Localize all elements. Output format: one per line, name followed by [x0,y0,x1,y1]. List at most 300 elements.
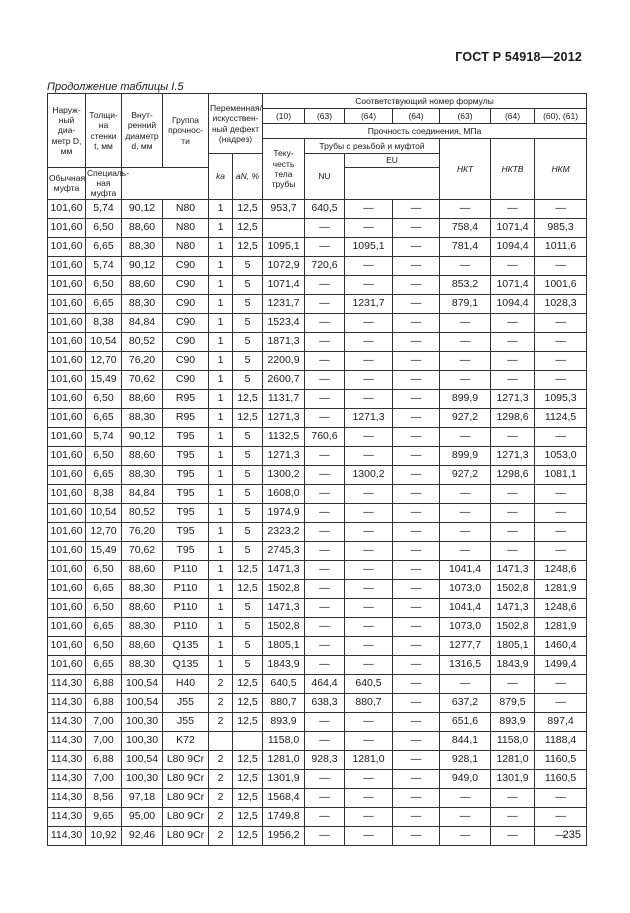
table-cell: 1300,2 [263,465,305,484]
table-cell: 88,30 [122,655,163,674]
table-cell: P110 [163,598,209,617]
table-cell: 1 [209,541,233,560]
table-row [48,427,587,446]
table-cell: 1749,8 [263,807,305,826]
table-cell: — [305,617,345,636]
table-cell: Q135 [163,636,209,655]
table-cell: 1131,7 [263,389,305,408]
table-cell: 101,60 [48,655,86,674]
table-cell: 6,88 [86,750,122,769]
table-cell: — [393,484,440,503]
table-cell: 1 [209,351,233,370]
table-cell: 101,60 [48,541,86,560]
table-cell: — [491,807,535,826]
table-cell: 1 [209,237,233,256]
table-cell: 101,60 [48,579,86,598]
table-cell: — [393,579,440,598]
table-cell: 101,60 [48,465,86,484]
table-cell: 90,12 [122,256,163,275]
table-cell: L80 9Cr [163,788,209,807]
table-cell: 1843,9 [491,655,535,674]
table-cell: 6,50 [86,446,122,465]
table-cell: 5 [233,294,263,313]
table-cell: 2 [209,712,233,731]
table-cell: — [393,826,440,845]
table-row [48,731,587,750]
formula-64b: (64) [393,109,440,124]
table-cell: 1 [209,256,233,275]
table-cell: 101,60 [48,294,86,313]
table-cell: 1094,4 [491,237,535,256]
table-cell: 6,65 [86,465,122,484]
table-cell: 12,5 [233,769,263,788]
table-cell: 5 [233,522,263,541]
table-row [48,560,587,579]
table-cell: — [535,693,587,712]
table-cell: 5 [233,427,263,446]
table-row [48,598,587,617]
table-cell: — [440,788,491,807]
table-cell: 7,00 [86,769,122,788]
table-cell: — [393,769,440,788]
table-cell: T95 [163,503,209,522]
table-cell: 1281,0 [491,750,535,769]
table-cell: 80,52 [122,332,163,351]
table-cell: 5,74 [86,427,122,446]
page-number: 235 [562,829,581,841]
table-cell: 88,60 [122,218,163,237]
table-cell: — [393,541,440,560]
table-cell: 985,3 [535,218,587,237]
table-cell: — [305,731,345,750]
table-cell: — [305,484,345,503]
table-cell: — [345,199,393,218]
table-cell: 12,5 [233,693,263,712]
table-cell: 5,74 [86,199,122,218]
table-cell: 1124,5 [535,408,587,427]
formula-63a: (63) [305,109,345,124]
table-cell: — [491,199,535,218]
table-cell: — [393,655,440,674]
table-cell: 101,60 [48,617,86,636]
table-cell: 638,3 [305,693,345,712]
table-cell [209,731,233,750]
table-cell: — [535,826,587,845]
table-cell: 84,84 [122,313,163,332]
table-cell: — [305,769,345,788]
table-cell: 114,30 [48,674,86,693]
table-cell: 88,30 [122,237,163,256]
table-cell: 1 [209,560,233,579]
table-cell: 114,30 [48,693,86,712]
formula-64c: (64) [491,109,535,124]
table-cell: — [345,655,393,674]
table-cell: — [393,370,440,389]
table-cell: 90,12 [122,199,163,218]
table-cell: 640,5 [263,674,305,693]
table-cell: 100,30 [122,712,163,731]
table-cell: 1 [209,617,233,636]
table-cell: 1 [209,199,233,218]
table-cell: 12,5 [233,218,263,237]
table-cell: 1231,7 [263,294,305,313]
table-cell: — [345,617,393,636]
table-cell: 1277,7 [440,636,491,655]
table-cell: — [305,636,345,655]
formula-63b: (63) [440,109,491,124]
table-cell: R95 [163,389,209,408]
table-cell: 1073,0 [440,579,491,598]
table-cell: 1160,5 [535,769,587,788]
table-cell: N80 [163,218,209,237]
table-cell: — [345,218,393,237]
table-cell: 88,60 [122,636,163,655]
table-cell: 1 [209,332,233,351]
table-cell: 1956,2 [263,826,305,845]
table-cell: 1281,9 [535,579,587,598]
table-cell: 2 [209,826,233,845]
table-cell [233,731,263,750]
table-cell: — [393,807,440,826]
table-cell: 1248,6 [535,560,587,579]
table-cell: — [305,294,345,313]
table-cell: — [345,313,393,332]
table-cell: — [393,237,440,256]
table-cell: 1471,3 [263,560,305,579]
table-cell: 6,65 [86,237,122,256]
table-cell: 12,5 [233,199,263,218]
table-row [48,389,587,408]
eu-title: EU [345,154,440,168]
table-cell: — [535,522,587,541]
table-cell: 879,5 [491,693,535,712]
table-cell: 101,60 [48,522,86,541]
table-row [48,313,587,332]
table-cell: 10,54 [86,503,122,522]
table-cell: 5 [233,275,263,294]
col-wall-thickness: Толщи-на стенки t, мм [86,94,122,168]
table-cell: 5 [233,351,263,370]
table-cell: — [345,769,393,788]
table-cell: 100,30 [122,731,163,750]
table-cell: — [345,370,393,389]
col-ka: kа [209,154,233,200]
table-cell: 1 [209,598,233,617]
table-cell: — [393,617,440,636]
table-cell: Q135 [163,655,209,674]
table-cell: 899,9 [440,389,491,408]
table-header [48,94,587,200]
table-cell: 1041,4 [440,598,491,617]
table-cell: 1094,4 [491,294,535,313]
table-cell: C90 [163,294,209,313]
table-cell: 1281,0 [345,750,393,769]
table-cell: 1871,3 [263,332,305,351]
table-cell: 1301,9 [491,769,535,788]
table-cell: — [393,598,440,617]
table-cell: 949,0 [440,769,491,788]
table-cell: 6,65 [86,408,122,427]
table-cell: 1071,4 [491,218,535,237]
table-cell: 2 [209,788,233,807]
table-cell: 1188,4 [535,731,587,750]
table-cell: 5 [233,617,263,636]
table-cell: — [393,693,440,712]
table-cell: 1502,8 [263,579,305,598]
table-cell: 1 [209,484,233,503]
table-cell: 2745,3 [263,541,305,560]
table-row [48,788,587,807]
table-cell: 12,5 [233,712,263,731]
table-cell: 5 [233,541,263,560]
table-cell: — [393,750,440,769]
table-row [48,655,587,674]
table-cell: — [345,522,393,541]
table-cell: 651,6 [440,712,491,731]
table-cell: 1523,4 [263,313,305,332]
table-cell: — [345,503,393,522]
table-cell: — [535,427,587,446]
table-cell: 1974,9 [263,503,305,522]
table-cell: 1158,0 [491,731,535,750]
table-cell: — [440,332,491,351]
table-cell: — [345,712,393,731]
table-cell: 1072,9 [263,256,305,275]
table-cell: 5 [233,598,263,617]
table-cell: 88,60 [122,389,163,408]
table-cell: 70,62 [122,370,163,389]
table-cell: — [535,503,587,522]
table-cell: — [535,199,587,218]
table-cell: T95 [163,465,209,484]
table-cell: 92,46 [122,826,163,845]
table-cell: 2323,2 [263,522,305,541]
table-cell: 2 [209,693,233,712]
col-inner-diameter: Внут-ренний диаметр d, мм [122,94,163,168]
table-cell: 12,5 [233,579,263,598]
table-cell: — [535,788,587,807]
table-cell: 1041,4 [440,560,491,579]
table-cell: 5 [233,484,263,503]
threaded-title: Трубы с резьбой и муфтой [305,139,440,154]
table-row [48,579,587,598]
table-cell: 720,6 [305,256,345,275]
table-cell: 12,5 [233,674,263,693]
table-cell: — [491,522,535,541]
table-cell: 114,30 [48,731,86,750]
table-cell: 1300,2 [345,465,393,484]
table-cell: 1271,3 [263,446,305,465]
table-cell: 1 [209,370,233,389]
table-cell: C90 [163,370,209,389]
table-cell: 1301,9 [263,769,305,788]
table-cell: — [393,522,440,541]
table-cell: — [305,218,345,237]
table-cell: 1011,6 [535,237,587,256]
table-cell: — [393,332,440,351]
table-cell: 6,65 [86,294,122,313]
table-cell: 88,60 [122,560,163,579]
table-cell: — [491,484,535,503]
table-cell: 5,74 [86,256,122,275]
table-cell: — [345,731,393,750]
table-cell: 95,00 [122,807,163,826]
table-cell: N80 [163,199,209,218]
formula-60-61: (60), (61) [535,109,587,124]
table-row [48,503,587,522]
table-cell: 114,30 [48,788,86,807]
table-cell: C90 [163,313,209,332]
table-cell: 6,65 [86,579,122,598]
table-cell: 853,2 [440,275,491,294]
table-cell: — [440,370,491,389]
table-cell: — [345,256,393,275]
table-cell: T95 [163,484,209,503]
table-cell: — [393,313,440,332]
table-cell: — [491,427,535,446]
table-row [48,408,587,427]
table-cell: 9,65 [86,807,122,826]
table-cell: 1805,1 [491,636,535,655]
table-cell: 101,60 [48,636,86,655]
table-cell: C90 [163,351,209,370]
table-cell: — [535,541,587,560]
table-cell: 844,1 [440,731,491,750]
table-cell: 12,70 [86,351,122,370]
table-cell: — [345,579,393,598]
table-cell: 1281,0 [263,750,305,769]
strength-title: Прочность соединения, МПа [263,124,587,139]
table-cell: 6,65 [86,617,122,636]
table-cell: 1608,0 [263,484,305,503]
table-cell: 100,54 [122,674,163,693]
table-cell: 1316,5 [440,655,491,674]
table-cell: — [535,370,587,389]
table-cell: 101,60 [48,275,86,294]
table-cell: T95 [163,427,209,446]
table-cell: — [345,351,393,370]
col-nkm: НКМ [535,139,587,200]
table-cell: — [345,807,393,826]
table-cell: — [440,674,491,693]
table-cell: K72 [163,731,209,750]
table-cell: 101,60 [48,389,86,408]
table-cell: 15,49 [86,541,122,560]
table-row [48,370,587,389]
table-cell: T95 [163,522,209,541]
table-cell: — [345,598,393,617]
table-cell: 12,5 [233,826,263,845]
table-cell: R95 [163,408,209,427]
table-cell: — [393,389,440,408]
table-cell: C90 [163,256,209,275]
table-cell: — [440,807,491,826]
table-cell: — [491,788,535,807]
table-cell: 100,54 [122,750,163,769]
table-cell: — [535,313,587,332]
table-cell: 1471,3 [491,560,535,579]
table-cell: 1 [209,446,233,465]
table-cell: — [491,826,535,845]
table-cell: — [345,826,393,845]
table-cell: — [440,541,491,560]
table-cell: 1471,3 [491,598,535,617]
table-cell: — [345,484,393,503]
table-cell: T95 [163,541,209,560]
table-cell: 1 [209,313,233,332]
table-cell: 880,7 [345,693,393,712]
table-row [48,693,587,712]
table-cell: C90 [163,275,209,294]
table-row [48,294,587,313]
table-cell: 6,50 [86,275,122,294]
table-cell: — [345,788,393,807]
table-cell: 2200,9 [263,351,305,370]
table-cell: 1231,7 [345,294,393,313]
table-cell: 5 [233,636,263,655]
table-cell: — [305,503,345,522]
table-cell: — [491,332,535,351]
table-cell: 100,30 [122,769,163,788]
table-cell: 1001,6 [535,275,587,294]
table-cell: 5 [233,503,263,522]
table-cell: 8,56 [86,788,122,807]
table-cell: 8,38 [86,313,122,332]
table-cell: 101,60 [48,332,86,351]
table-cell: 1 [209,275,233,294]
formula-10: (10) [263,109,305,124]
table-cell: 88,30 [122,617,163,636]
table-cell: 1271,3 [491,389,535,408]
table-cell: 1073,0 [440,617,491,636]
table-cell: 1095,3 [535,389,587,408]
table-cell: — [393,731,440,750]
table-cell: 1 [209,465,233,484]
col-an: aN, % [233,154,263,200]
col-strength-group: Группа прочнос-ти [163,94,209,168]
table-cell: 6,88 [86,693,122,712]
table-body [48,199,587,845]
formula-title: Соответствующий номер формулы [263,94,587,109]
table-cell: 1460,4 [535,636,587,655]
table-cell: — [535,674,587,693]
table-cell: 15,49 [86,370,122,389]
table-cell: — [393,560,440,579]
table-cell: 953,7 [263,199,305,218]
table-cell: 5 [233,446,263,465]
table-cell: 1805,1 [263,636,305,655]
table-cell: 1 [209,294,233,313]
table-cell: 1053,0 [535,446,587,465]
table-cell: 1502,8 [263,617,305,636]
table-cell: 1502,8 [491,579,535,598]
table-cell: 70,62 [122,541,163,560]
table-cell: — [345,275,393,294]
table-cell: 1271,3 [263,408,305,427]
table-cell: — [491,541,535,560]
table-cell: 12,70 [86,522,122,541]
table-cell: — [440,503,491,522]
table-cell: 1071,4 [263,275,305,294]
table-row [48,617,587,636]
table-cell: L80 9Cr [163,750,209,769]
table-cell: 1095,1 [263,237,305,256]
table-cell: 1071,4 [491,275,535,294]
table-cell: 1 [209,579,233,598]
table-cell: 101,60 [48,237,86,256]
table-row [48,750,587,769]
table-cell: 1271,3 [345,408,393,427]
